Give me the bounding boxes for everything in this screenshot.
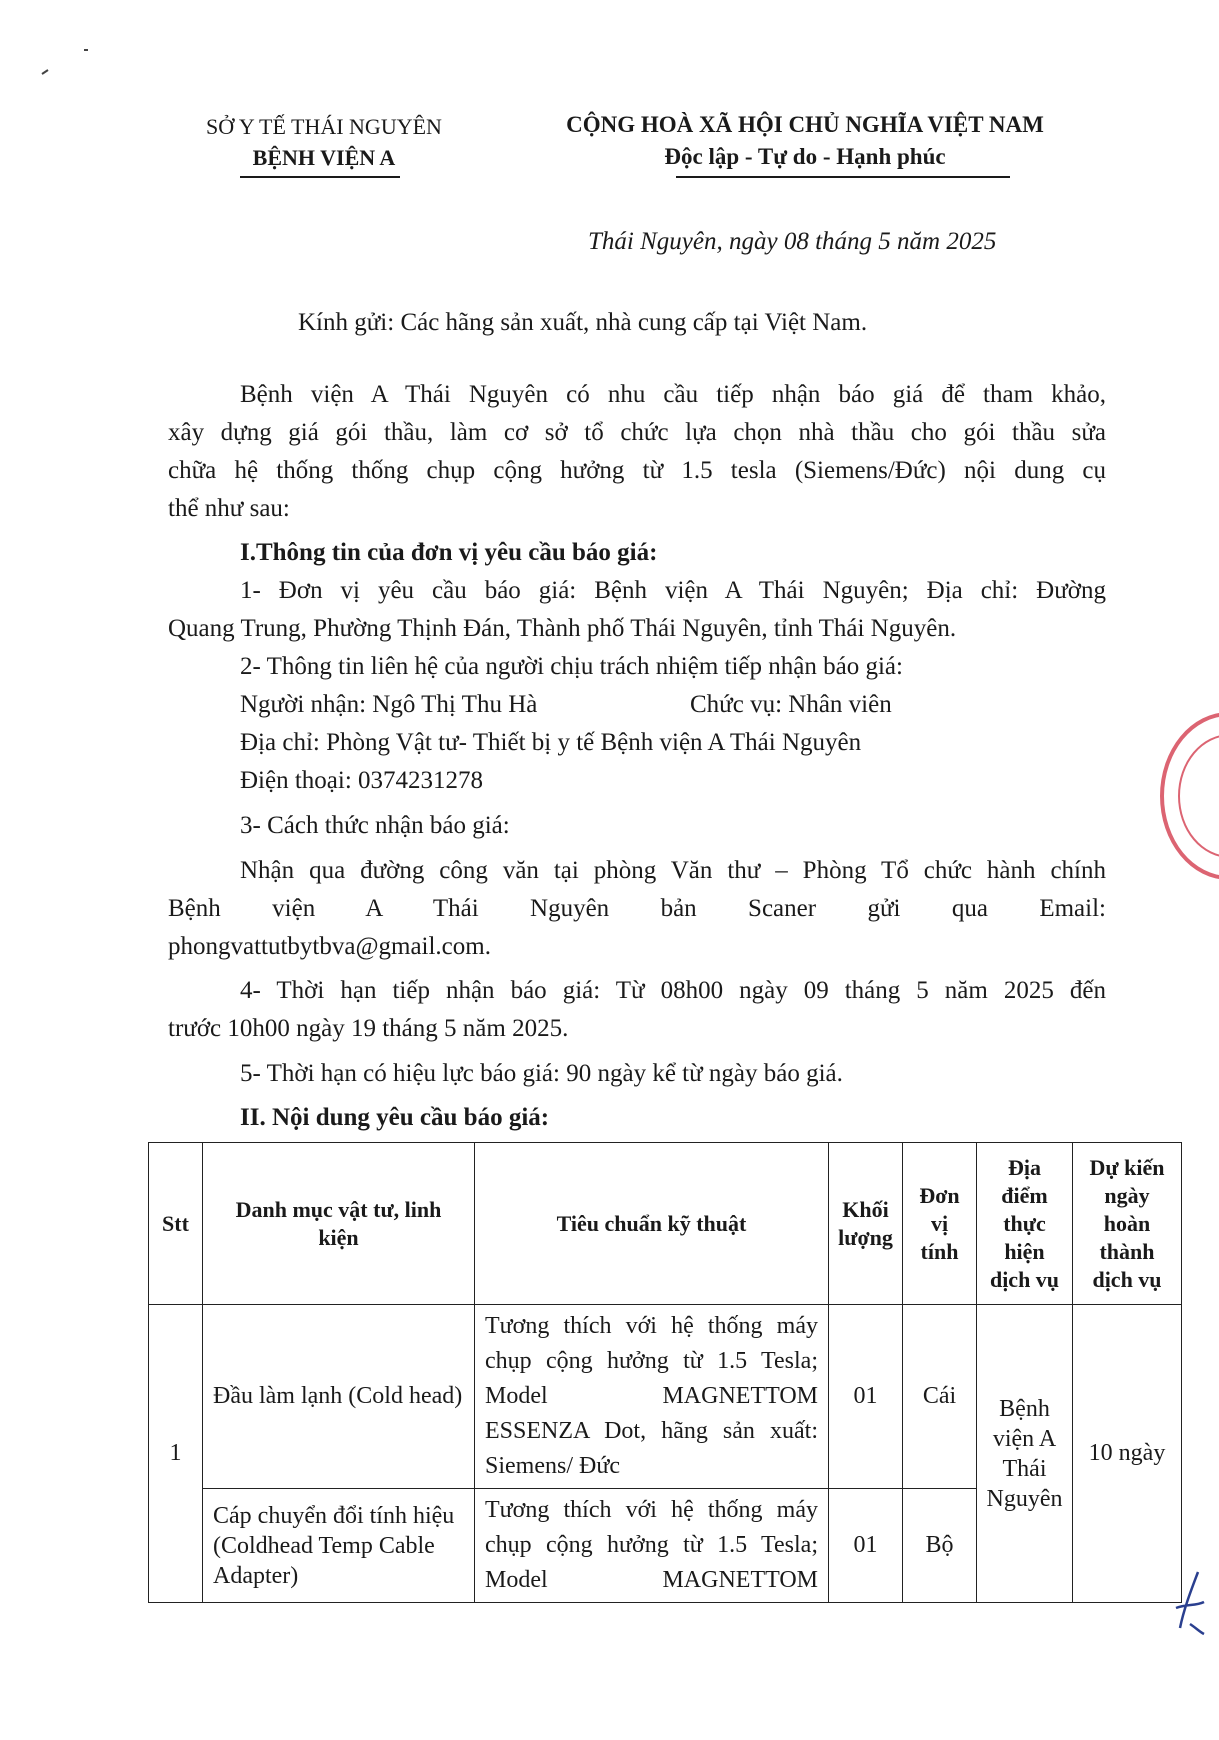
official-stamp-inner-ring bbox=[1178, 734, 1219, 858]
row-name: Đầu làm lạnh (Cold head) bbox=[203, 1305, 475, 1489]
receiver-address: Địa chỉ: Phòng Vật tư- Thiết bị y tế Bệnh viện A Thái Nguyên bbox=[240, 729, 862, 756]
row-stt: 1 bbox=[149, 1305, 203, 1603]
col-header-stt: Stt bbox=[149, 1143, 203, 1305]
intro-line-2: xây dựng giá gói thầu, làm cơ sở tổ chức lựa chọn nhà thầu cho gói thầu sửa bbox=[168, 419, 1106, 446]
table-row bbox=[149, 1305, 1182, 1489]
col-header-unit: Đơn vị tính bbox=[903, 1143, 977, 1305]
section1-item4-line1: 4- Thời hạn tiếp nhận báo giá: Từ 08h00 ngày 09 tháng 5 năm 2025 đến bbox=[240, 977, 1106, 1004]
col-header-place: Địa điểm thực hiện dịch vụ bbox=[977, 1143, 1073, 1305]
official-stamp bbox=[1160, 712, 1219, 880]
org-parent: SỞ Y TẾ THÁI NGUYÊN bbox=[206, 114, 442, 139]
col-header-qty: Khối lượng bbox=[829, 1143, 903, 1305]
intro-line-4: thể như sau: bbox=[168, 495, 290, 522]
receiver-position: Chức vụ: Nhân viên bbox=[690, 691, 892, 718]
row-qty: 01 bbox=[829, 1489, 903, 1603]
col-header-spec: Tiêu chuẩn kỹ thuật bbox=[475, 1143, 829, 1305]
quote-table bbox=[148, 1142, 1182, 1603]
section1-item1-line2: Quang Trung, Phường Thịnh Đán, Thành phố Thái Nguyên, tỉnh Thái Nguyên. bbox=[168, 615, 957, 642]
intro-line-1: Bệnh viện A Thái Nguyên có nhu cầu tiếp nhận báo giá để tham khảo, bbox=[240, 381, 1106, 408]
receiver: Người nhận: Ngô Thị Thu Hà bbox=[240, 691, 538, 718]
row-spec: Tương thích với hệ thống máy chụp cộng hưởng từ 1.5 Tesla; Model MAGNETTOM ESSENZA Dot, hãng sản xuất: Siemens/ Đức bbox=[475, 1305, 829, 1489]
row-name: Cáp chuyển đổi tính hiệu (Coldhead Temp Cable Adapter) bbox=[203, 1489, 475, 1603]
table-header-row bbox=[149, 1143, 1182, 1305]
section2-title: II. Nội dung yêu cầu báo giá: bbox=[240, 1104, 550, 1131]
handwritten-initial bbox=[1168, 1568, 1213, 1638]
section1-item1-line1: 1- Đơn vị yêu cầu báo giá: Bệnh viện A Thái Nguyên; Địa chỉ: Đường bbox=[240, 577, 1106, 604]
section1-item3-line1: Nhận qua đường công văn tại phòng Văn thư – Phòng Tổ chức hành chính bbox=[240, 857, 1106, 884]
motto: Độc lập - Tự do - Hạnh phúc bbox=[664, 144, 946, 169]
section1-item3-title: 3- Cách thức nhận báo giá: bbox=[240, 812, 510, 839]
section1-item3-line2: Bệnh viện A Thái Nguyên bản Scaner gửi qua Email: bbox=[168, 895, 1106, 922]
nation-title: CỘNG HOÀ XÃ HỘI CHỦ NGHĨA VIỆT NAM bbox=[566, 112, 1044, 137]
row-qty: 01 bbox=[829, 1305, 903, 1489]
row-unit: Bộ bbox=[903, 1489, 977, 1603]
org-name-rule bbox=[240, 176, 400, 178]
row-spec: Tương thích với hệ thống máy chụp cộng hưởng từ 1.5 Tesla; Model MAGNETTOM bbox=[475, 1489, 829, 1603]
section1-item4-line2: trước 10h00 ngày 19 tháng 5 năm 2025. bbox=[168, 1015, 569, 1042]
section1-item5: 5- Thời hạn có hiệu lực báo giá: 90 ngày kể từ ngày báo giá. bbox=[240, 1060, 843, 1087]
intro-line-3: chữa hệ thống thống chụp cộng hưởng từ 1.5 tesla (Siemens/Đức) nội dung cụ bbox=[168, 457, 1106, 484]
motto-rule bbox=[676, 176, 1010, 178]
date-line: Thái Nguyên, ngày 08 tháng 5 năm 2025 bbox=[588, 228, 997, 255]
col-header-days: Dự kiến ngày hoàn thành dịch vụ bbox=[1073, 1143, 1182, 1305]
row-unit: Cái bbox=[903, 1305, 977, 1489]
row-days: 10 ngày bbox=[1073, 1305, 1182, 1603]
contact-email: phongvattutbytbva@gmail.com. bbox=[168, 933, 491, 960]
col-header-name: Danh mục vật tư, linh kiện bbox=[203, 1143, 475, 1305]
scan-specks bbox=[36, 44, 96, 84]
section1-item2-title: 2- Thông tin liên hệ của người chịu trách nhiệm tiếp nhận báo giá: bbox=[240, 653, 903, 680]
org-name: BỆNH VIỆN A bbox=[252, 145, 396, 170]
row-place: Bệnh viện A Thái Nguyên bbox=[977, 1305, 1073, 1603]
greeting: Kính gửi: Các hãng sản xuất, nhà cung cấp tại Việt Nam. bbox=[298, 309, 868, 336]
section1-title: I.Thông tin của đơn vị yêu cầu báo giá: bbox=[240, 539, 658, 566]
receiver-phone: Điện thoại: 0374231278 bbox=[240, 767, 484, 794]
